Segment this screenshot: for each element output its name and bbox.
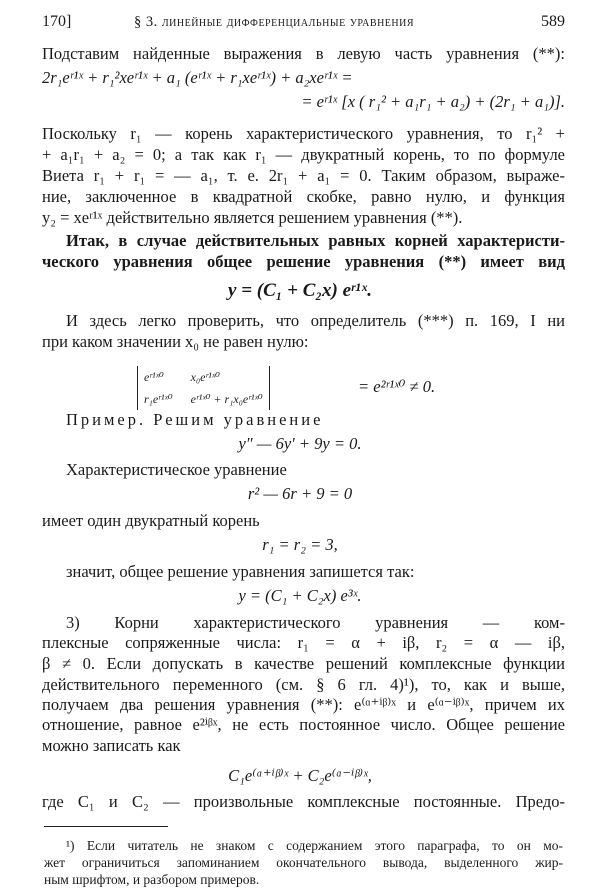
matrix-entry: eʳ¹ˣ⁰ (144, 370, 164, 384)
footnote-line: ным шрифтом, и разбором примеров. (44, 872, 260, 887)
equation-line: y″ — 6y′ + 9y = 0. (238, 434, 362, 453)
running-title: § 3. линейные дифференциальные уравнения (134, 14, 415, 30)
equation-line: r₁ = r₂ = 3, (262, 535, 338, 554)
text-line: 3) Корни характеристического уравнения — ком- (66, 613, 565, 632)
determinant-matrix (137, 366, 270, 410)
footnote-line: жет ограничиться запоминанием окончательного вывода, выделенного жир- (44, 855, 563, 870)
text-line: y₂ = xeʳ¹ˣ действительно является решением уравнения (**). (42, 208, 463, 227)
text-line: Характеристическое уравнение (66, 460, 287, 479)
text-line: действительного переменного (см. § 6 гл. 4)¹), то, как и выше, (42, 675, 565, 694)
footnote-divider (44, 826, 168, 827)
text-line: значит, общее решение уравнения запишется так: (66, 562, 415, 581)
footnote-line: ¹) Если читатель не знаком с содержанием этого параграфа, то он мо- (66, 838, 563, 853)
equation-line: r² — 6r + 9 = 0 (247, 484, 353, 503)
matrix-entry: eʳ¹ˣ⁰ + r₁x₀eʳ¹ˣ⁰ (190, 392, 263, 406)
text-line: плексные сопряженные числа: r₁ = α + iβ, r₂ = α — iβ, (42, 633, 565, 652)
equation-line: y = (C₁ + C₂x) e³ˣ. (238, 586, 362, 605)
text-line: получаем два решения уравнения (**): e⁽ᵅ⁺ⁱᵝ⁾ˣ и e⁽ᵅ⁻ⁱᵝ⁾ˣ, причем их (42, 695, 565, 714)
text-line: ние, заключенное в квадратной скобке, равно нулю, и функция (42, 187, 565, 206)
text-line: Виета r₁ + r₁ = — a₁, т. е. 2r₁ + a₁ = 0. Таким образом, выраже- (42, 166, 565, 185)
equation-line: = eʳ¹ˣ [x ( r₁² + a₁r₁ + a₂) + (2r₁ + a₁)]. (301, 92, 565, 111)
matrix-entry: r₁eʳ¹ˣ⁰ (144, 392, 173, 406)
text-line: имеет один двукратный корень (42, 511, 260, 530)
bold-text-line: ческого уравнения общее решение уравнения (**) имеет вид (42, 252, 565, 271)
matrix-entry: x₀eʳ¹ˣ⁰ (190, 370, 220, 384)
text-line: Подставим найденные выражения в левую часть уравнения (**): (42, 44, 565, 63)
text-line: + a₁r₁ + a₂ = 0; а так как r₁ — двукратный корень, то по формуле (42, 145, 565, 164)
section-number: 170] (42, 13, 72, 30)
equation-line: C₁e⁽ᵅ⁺ⁱᵝ⁾ˣ + C₂e⁽ᵅ⁻ⁱᵝ⁾ˣ, (228, 766, 372, 785)
text-line: Поскольку r₁ — корень характеристического уравнения, то r₁² + (42, 124, 565, 143)
equation-line: 2r₁eʳ¹ˣ + r₁²xeʳ¹ˣ + a₁ (eʳ¹ˣ + r₁xeʳ¹ˣ) + a₂xeʳ¹ˣ = (42, 68, 353, 87)
text-line: где C₁ и C₂ — произвольные комплексные постоянные. Предо- (42, 792, 565, 811)
page-number: 589 (541, 13, 565, 30)
text-line: β ≠ 0. Если допускать в качестве решений комплексные функции (42, 654, 565, 673)
text-line: отношение, равное e²ⁱᵝˣ, не есть постоянное число. Общее решение (42, 715, 565, 734)
bold-text-line: Итак, в случае действительных равных корней характеристи- (66, 231, 565, 250)
text-line: И здесь легко проверить, что определитель (***) п. 169, I ни (66, 311, 565, 330)
determinant-result: = e²ʳ¹ˣ⁰ ≠ 0. (358, 377, 436, 396)
text-line: можно записать как (42, 736, 181, 755)
text-line: при каком значении x₀ не равен нулю: (42, 332, 309, 351)
general-solution-formula: y = (C₁ + C₂x) eʳ¹ˣ. (228, 280, 372, 301)
page-header (42, 12, 565, 32)
example-heading: Пример. Решим уравнение (66, 410, 324, 429)
